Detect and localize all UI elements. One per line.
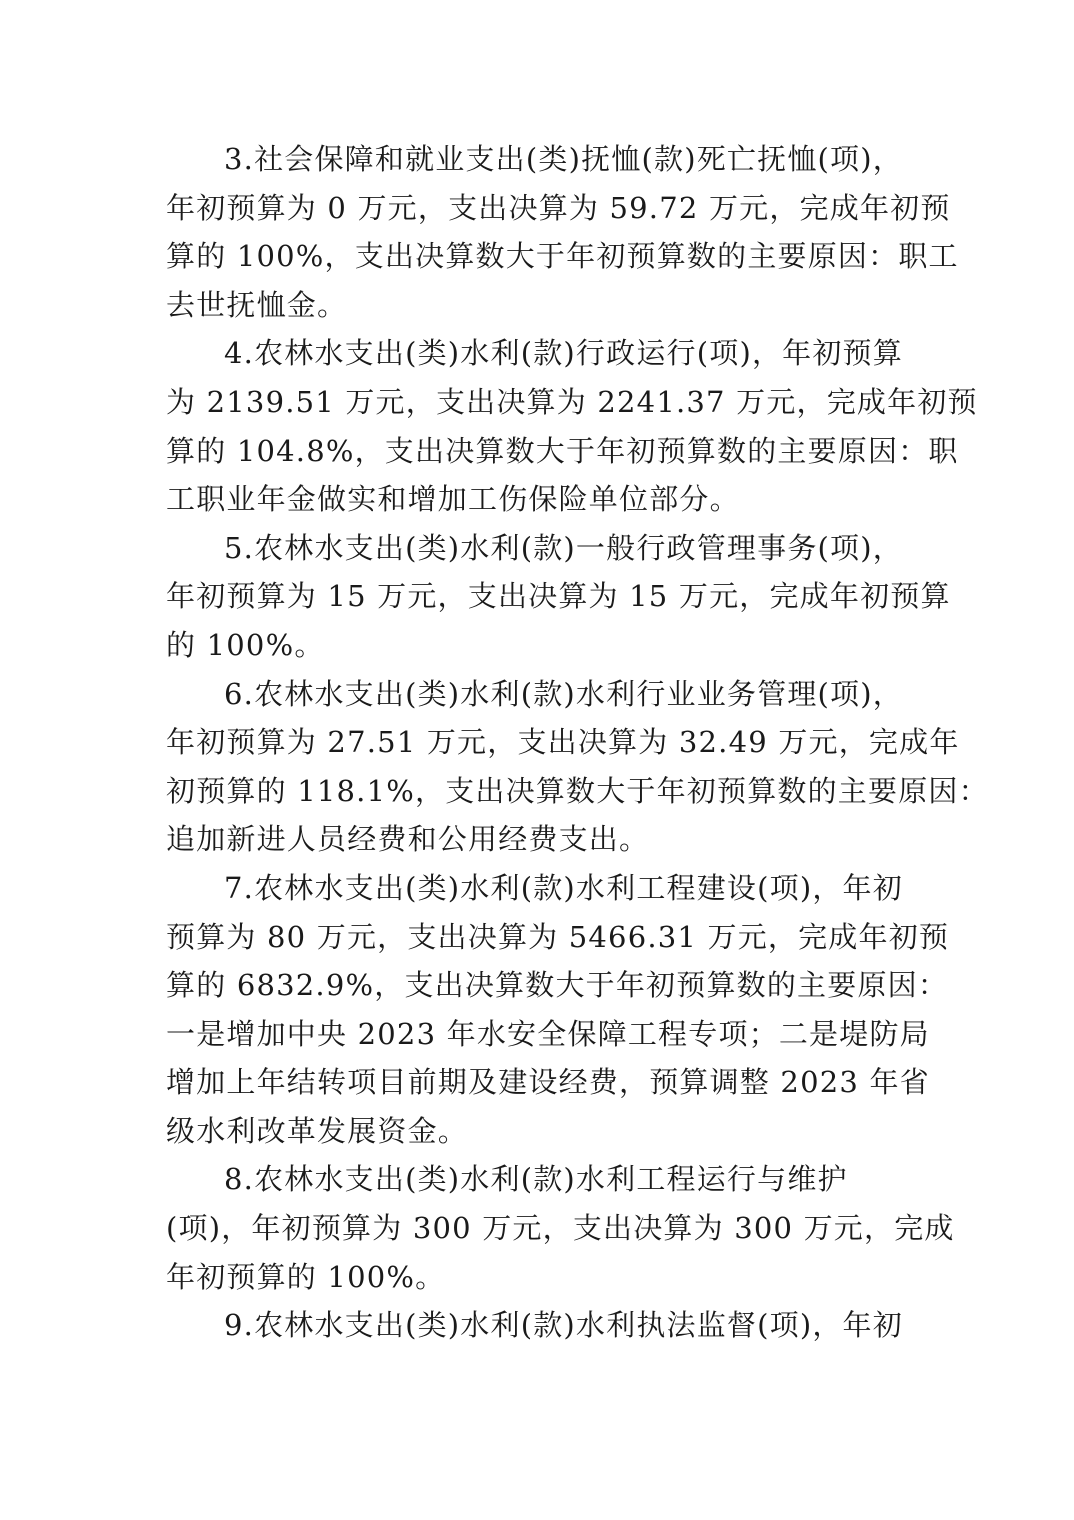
text-line: 工职业年金做实和增加工伤保险单位部分。 <box>166 482 740 517</box>
text-line: 一是增加中央 2023 年水安全保障工程专项；二是堤防局 <box>166 1016 930 1051</box>
paragraph-item-8 <box>166 1155 955 1301</box>
text-line: 8.农林水支出(类)水利(款)水利工程运行与维护 <box>224 1162 848 1197</box>
paragraph-item-9 <box>166 1301 903 1350</box>
paragraph-item-7 <box>166 864 950 1156</box>
text-line: 6.农林水支出(类)水利(款)水利行业业务管理(项)， <box>224 676 903 711</box>
paragraph-item-5 <box>166 524 951 670</box>
text-line: 初预算的 118.1%，支出决算数大于年初预算数的主要原因： <box>166 773 989 808</box>
text-line: 年初预算为 15 万元，支出决算为 15 万元，完成年初预算 <box>166 579 951 614</box>
text-line: 3.社会保障和就业支出(类)抚恤(款)死亡抚恤(项)， <box>224 142 903 176</box>
text-line: 年初预算为 0 万元，支出决算为 59.72 万元，完成年初预 <box>166 190 951 225</box>
text-line: (项)，年初预算为 300 万元，支出决算为 300 万元，完成 <box>166 1211 955 1246</box>
text-line: 追加新进人员经费和公用经费支出。 <box>166 822 650 857</box>
text-line: 为 2139.51 万元，支出决算为 2241.37 万元，完成年初预 <box>166 384 978 419</box>
text-line: 级水利改革发展资金。 <box>166 1113 469 1148</box>
paragraph-item-3 <box>166 135 959 329</box>
text-line: 7.农林水支出(类)水利(款)水利工程建设(项)，年初 <box>224 870 903 905</box>
text-line: 增加上年结转项目前期及建设经费，预算调整 2023 年省 <box>166 1065 930 1100</box>
text-line: 年初预算的 100%。 <box>166 1259 446 1294</box>
text-line: 算的 100%，支出决算数大于年初预算数的主要原因：职工 <box>166 239 959 274</box>
paragraph-item-4 <box>166 329 978 523</box>
text-line: 年初预算为 27.51 万元，支出决算为 32.49 万元，完成年 <box>166 725 960 760</box>
text-line: 的 100%。 <box>166 627 325 662</box>
text-line: 9.农林水支出(类)水利(款)水利执法监督(项)，年初 <box>224 1308 903 1343</box>
document-body <box>166 135 989 1350</box>
text-line: 算的 6832.9%，支出决算数大于年初预算数的主要原因： <box>166 968 949 1003</box>
text-line: 预算为 80 万元，支出决算为 5466.31 万元，完成年初预 <box>166 919 950 954</box>
text-line: 5.农林水支出(类)水利(款)一般行政管理事务(项)， <box>224 530 903 565</box>
text-line: 去世抚恤金。 <box>166 287 348 322</box>
paragraph-item-6 <box>166 670 989 864</box>
text-line: 4.农林水支出(类)水利(款)行政运行(项)，年初预算 <box>224 336 903 371</box>
text-line: 算的 104.8%，支出决算数大于年初预算数的主要原因：职 <box>166 433 959 468</box>
